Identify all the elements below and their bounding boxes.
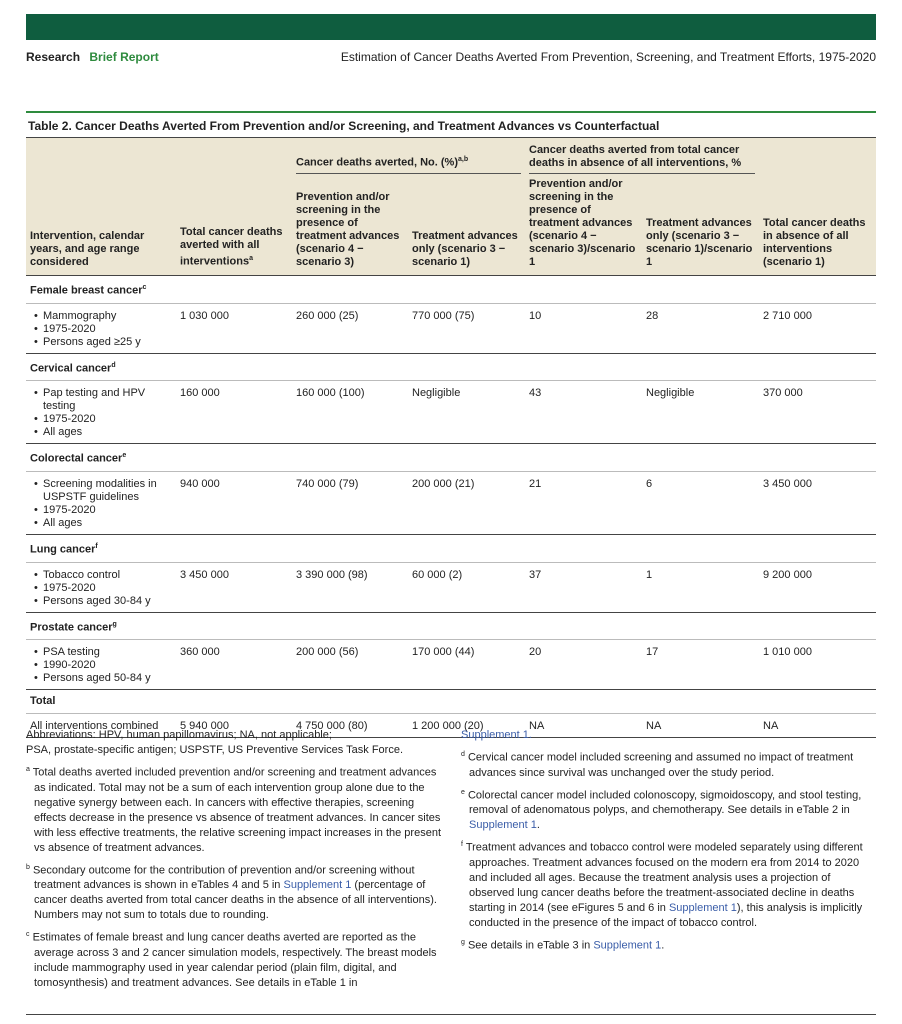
intervention-item: • 1975-2020 [34,582,172,595]
cell-pct-prev: 37 [529,568,542,581]
cell-pct-prev: 10 [529,309,542,322]
cell-total-averted: 940 000 [180,477,220,490]
footnote-e: $^e$ Colorectal cancer model included colonoscopy, sigmoidoscopy, and stool testing, removal of adenomatous polyps, and chemotherapy. See details in eTable 2 in Supplement 1. [461,788,862,832]
article-type-label: Brief Report [89,50,159,64]
col-header-total-averted: Total cancer deaths averted with all interventions$^a$ [176,176,292,276]
cell-intervention [26,562,176,612]
cell-pct-treat: 17 [646,646,659,659]
section-name: Colorectal cancer$^e$ [26,444,876,472]
intervention-list [34,478,172,530]
cell-total-absent: NA [759,714,876,738]
cell-total-absent: 1 010 000 [763,646,812,659]
cell-total-averted: 360 000 [180,646,220,659]
col-header-prev-screen: Prevention and/or screening in the presence of treatment advances (scenario 4 − scenario 3) [292,176,408,276]
group-header-averted: Cancer deaths averted, No. (%)$^{a,b}$ [292,138,525,176]
section-row [26,690,876,714]
cell-intervention [26,471,176,534]
col-header-intervention: Intervention, calendar years, and age range considered [26,176,176,276]
intervention-item: • 1990-2020 [34,659,172,672]
table-row [26,381,876,444]
section-name: Total [26,690,876,714]
supplement-link[interactable]: Supplement 1 [668,901,737,914]
intervention-item: • 1975-2020 [34,323,172,336]
header-row-1 [26,138,876,176]
table-row [26,471,876,534]
section-name: Lung cancer$^f$ [26,534,876,562]
footnote-abbreviations: Abbreviations: HPV, human papillomavirus; NA, not applicable; PSA, prostate-specific antigen; USPSTF, US Preventive Services Task Force. [26,729,404,756]
section-name: Prostate cancer$^g$ [26,612,876,640]
cell-pct-prev: NA [525,714,642,738]
footnotes-left [26,728,441,995]
group-header-percent: Cancer deaths averted from total cancer deaths in absence of all interventions, % [525,138,759,176]
cell-pct-treat: 1 [646,568,653,581]
table-footnotes [26,728,876,995]
cell-total-averted: 3 450 000 [180,568,229,581]
cell-intervention [26,381,176,444]
cell-prev-screen: 4 750 000 (80) [292,714,408,738]
cell-prev-screen: 3 390 000 (98) [296,568,368,581]
section-name: Female breast cancer$^c$ [26,276,876,304]
footnote-b: $^b$ Secondary outcome for the contribution of prevention and/or screening without treatment advances is shown in eTables 4 and 5 in Supplement 1 (percentage of cancer deaths averted from total cancer deaths in the absence of all interventions). Numbers may not sum to totals due to rounding. [26,863,437,922]
intervention-item: • Persons aged 50-84 y [34,672,172,685]
table-row [26,562,876,612]
cell-treatment: 1 200 000 (20) [408,714,525,738]
footnote-c: $^c$ Estimates of female breast and lung cancer deaths averted are reported as the average across 3 and 2 cancer simulation models, respectively. The breast models include mammography used in year calendar period (plain film, digital, and tomosynthesis) and treatment advances. See details in eTable 1 in [26,931,437,989]
footnote-g: $^g$ See details in eTable 3 in Supplement 1. [461,938,665,952]
cell-prev-screen: 200 000 (56) [296,646,359,659]
page-bottom-rule [26,1014,876,1015]
supplement-link[interactable]: Supplement 1 [593,939,662,952]
footnote-c-continued [461,728,876,743]
intervention-item: • Mammography [34,310,172,323]
cell-total-absent: 2 710 000 [763,309,812,322]
cell-total-averted: 5 940 000 [176,714,292,738]
cell-intervention: All interventions combined [26,714,176,738]
section-label: Research [26,50,81,64]
cell-treatment: 770 000 (75) [412,309,475,322]
intervention-item: • PSA testing [34,646,172,659]
journal-banner [26,14,876,40]
intervention-item: • Persons aged ≥25 y [34,336,172,349]
intervention-item: • 1975-2020 [34,504,172,517]
section-row [26,276,876,304]
cell-pct-treat: 28 [646,309,659,322]
col-header-pct-prev: Prevention and/or screening in the presence of treatment advances (scenario 4 − scenario 3)/scenario 1 [525,176,642,276]
footnote-a: $^a$ Total deaths averted included prevention and/or screening and treatment advances as indicated. Total may not be a sum of each intervention group alone due to the negative synergy between each. In cancers with effective therapies, screening effects decrease in the presence vs absence of treatment advances. In cancer sites with less effective treatments, the relative screening impact increases in the present vs absence of treatment advances. [26,766,441,854]
intervention-list [34,646,172,685]
page-header [26,50,876,64]
footnote-f: $^f$ Treatment advances and tobacco control were modeled separately using different approaches. Treatment advances focused on the modern era from 2014 to 2020 and included all ages. Because the treatment analysis uses a projection of observed lung cancer deaths before the treatment-associated decline in deaths starting in 2014 (see eFigures 5 and 6 in Supplement 1), this analysis is implicitly conducted in the presence of the impact of tobacco control. [461,841,863,929]
cell-total-absent: 3 450 000 [763,477,812,490]
cell-total-absent: 370 000 [763,387,803,400]
footnotes-right [461,728,876,995]
table-2 [26,111,876,738]
table-row [26,303,876,353]
cell-pct-treat: 6 [646,477,653,490]
cell-pct-prev: 20 [529,646,542,659]
header-left [26,50,159,64]
intervention-item: • Tobacco control [34,569,172,582]
footnote-d: $^d$ Cervical cancer model included screening and assumed no impact of treatment advances since survival was unchanged over the study period. [461,751,854,779]
cell-pct-prev: 43 [529,387,542,400]
col-header-treatment: Treatment advances only (scenario 3 − scenario 1) [408,176,525,276]
cell-total-absent: 9 200 000 [763,568,812,581]
cell-prev-screen: 740 000 (79) [296,477,359,490]
intervention-item: • All ages [34,517,172,530]
cell-treatment: 170 000 (44) [412,646,475,659]
intervention-list [34,310,172,349]
section-row [26,534,876,562]
cell-prev-screen: 260 000 (25) [296,309,359,322]
col-header-total-absent: Total cancer deaths in absence of all interventions (scenario 1) [759,176,876,276]
intervention-item: • Persons aged 30-84 y [34,595,172,608]
supplement-link[interactable]: Supplement 1 [469,819,537,832]
cell-total-averted: 1 030 000 [180,309,229,322]
cell-pct-prev: 21 [529,477,542,490]
intervention-list [34,569,172,608]
section-name: Cervical cancer$^d$ [26,353,876,381]
table-title: Table 2. Cancer Deaths Averted From Prevention and/or Screening, and Treatment Advances vs Counterfactual [26,113,876,138]
cell-total-averted: 160 000 [180,387,220,400]
data-table [26,138,876,738]
cell-pct-treat: Negligible [646,387,695,400]
intervention-item: • Screening modalities in USPSTF guidelines [34,478,172,504]
table-row [26,640,876,690]
cell-prev-screen: 160 000 (100) [296,387,365,400]
supplement-link[interactable]: Supplement 1. [461,729,532,741]
col-header-pct-treat: Treatment advances only (scenario 3 − scenario 1)/scenario 1 [642,176,759,276]
section-row [26,353,876,381]
running-title: Estimation of Cancer Deaths Averted From Prevention, Screening, and Treatment Efforts, 1975-2020 [340,50,876,64]
section-row [26,444,876,472]
intervention-list [34,387,172,439]
intervention-item: • All ages [34,426,172,439]
cell-pct-treat: NA [642,714,759,738]
section-row [26,612,876,640]
supplement-link[interactable]: Supplement 1 [283,879,352,892]
cell-intervention [26,303,176,353]
intervention-item: • Pap testing and HPV testing [34,387,172,413]
cell-intervention [26,640,176,690]
header-row-2 [26,176,876,276]
cell-treatment: Negligible [412,387,461,400]
cell-treatment: 60 000 (2) [412,568,463,581]
cell-treatment: 200 000 (21) [412,477,475,490]
intervention-item: • 1975-2020 [34,413,172,426]
